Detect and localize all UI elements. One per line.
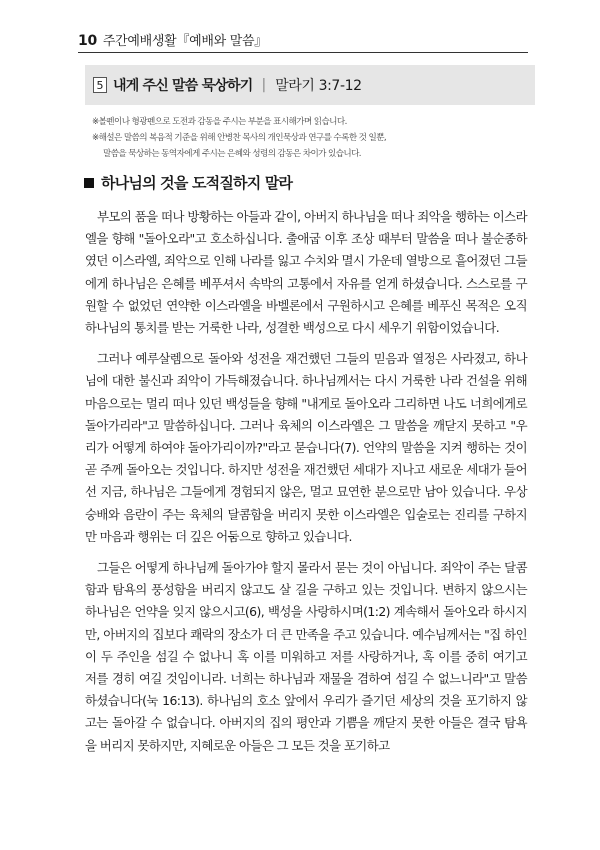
page-number: 10 xyxy=(78,33,97,49)
sub-heading-text: 하나님의 것을 도적질하지 말라 xyxy=(101,174,293,192)
section-title-bar xyxy=(85,65,535,105)
paragraph: 그들은 어떻게 하나님께 돌아가야 할지 몰라서 묻는 것이 아닙니다. 죄악이 주는 달콤함과 탐욕의 풍성함을 버리지 않고도 살 길을 구하고 있는 것입니다. 변하지 않으시는 하나님은 언약을 잊지 않으시고(6), 백성을 사랑하시며(1:2) 계속해서 돌아오라 하시지만, 아버지의 집보다 쾌락의 장소가 더 큰 만족을 주고 있습니다. 예수님께서는 "집 하인이 두 주인을 섬길 수 없나니 혹 이를 미워하고 저를 사랑하거나, 혹 이를 중히 여기고 저를 경히 여길 것임이니라. 너희는 하나님과 재물을 겸하여 섬길 수 없느니라"고 말씀하셨습니다(눅 16:13). 하나님의 호소 앞에서 우리가 즐기던 세상의 것을 포기하지 않고는 돌아갈 수 없습니다. 아버지의 집의 평안과 기쁨을 깨닫지 못한 아들은 결국 탐욕을 버리지 못하지만, 지혜로운 아들은 그 모든 것을 포기하고 xyxy=(85,560,527,753)
square-bullet-icon xyxy=(84,178,94,188)
note-line: 말씀을 묵상하는 동역자에게 주시는 은혜와 성령의 감동은 차이가 있습니다. xyxy=(103,149,361,159)
reading-notes xyxy=(92,114,532,162)
running-head-title: 주간예배생활『예배와 말씀』 xyxy=(102,34,267,49)
paragraph: 부모의 품을 떠나 방황하는 아들과 같이, 아버지 하나님을 떠나 죄악을 행하는 이스라엘을 향해 "돌아오라"고 호소하십니다. 출애굽 이후 조상 때부터 말씀을 떠나 불순종하였던 이스라엘, 죄악으로 인해 나라를 잃고 수치와 멸시 가운데 열방으로 흩어졌던 그들에게 하나님은 은혜를 베푸셔서 속박의 고통에서 자유를 얻게 하셨습니다. 스스로를 구원할 수 없었던 연약한 이스라엘을 바벨론에서 구원하시고 은혜를 베푸신 목적은 오직 하나님의 통치를 받는 거룩한 나라, 성결한 백성으로 다시 세우기 위함이었습니다. xyxy=(85,209,527,336)
section-title: 내게 주신 말씀 묵상하기 xyxy=(113,78,253,94)
sub-heading xyxy=(84,172,292,193)
body-text xyxy=(85,206,527,766)
section-number-box: 5 xyxy=(93,77,107,93)
note-line: ※볼펜이나 형광펜으로 도전과 감동을 주시는 부분을 표시해가며 읽습니다. xyxy=(92,117,347,127)
running-head xyxy=(78,30,267,49)
paragraph: 그러나 예루살렘으로 돌아와 성전을 재건했던 그들의 믿음과 열정은 사라졌고, 하나님에 대한 불신과 죄악이 가득해졌습니다. 하나님께서는 다시 거룩한 나라 건설을 위해 마음으로는 멀리 떠나 있던 백성들을 향해 "내게로 돌아오라 그리하면 나도 너희에게로 돌아가리라"고 말씀하십니다. 그러나 육체의 이스라엘은 그 말씀을 깨닫지 못하고 "우리가 어떻게 하여야 돌아가리이까?"라고 묻습니다(7). 언약의 말씀을 지켜 행하는 것이 곧 주께 돌아오는 것입니다. 하지만 성전을 재건했던 세대가 지나고 새로운 세대가 들어선 지금, 하나님은 그들에게 경험되지 않은, 멀고 묘연한 분으로만 남아 있습니다. 우상숭배와 음란이 주는 육체의 달콤함을 버리지 못한 이스라엘은 입술로는 진리를 구하지만 마음과 행위는 더 깊은 어둠으로 향하고 있습니다. xyxy=(85,351,527,544)
header-divider xyxy=(78,52,528,53)
scripture-reference: 말라기 3:7-12 xyxy=(275,78,362,94)
title-separator: | xyxy=(261,77,267,93)
note-line: ※해설은 말씀의 복음적 기준을 위해 안병찬 목사의 개인묵상과 연구를 수록한 것 일뿐, xyxy=(92,133,387,143)
